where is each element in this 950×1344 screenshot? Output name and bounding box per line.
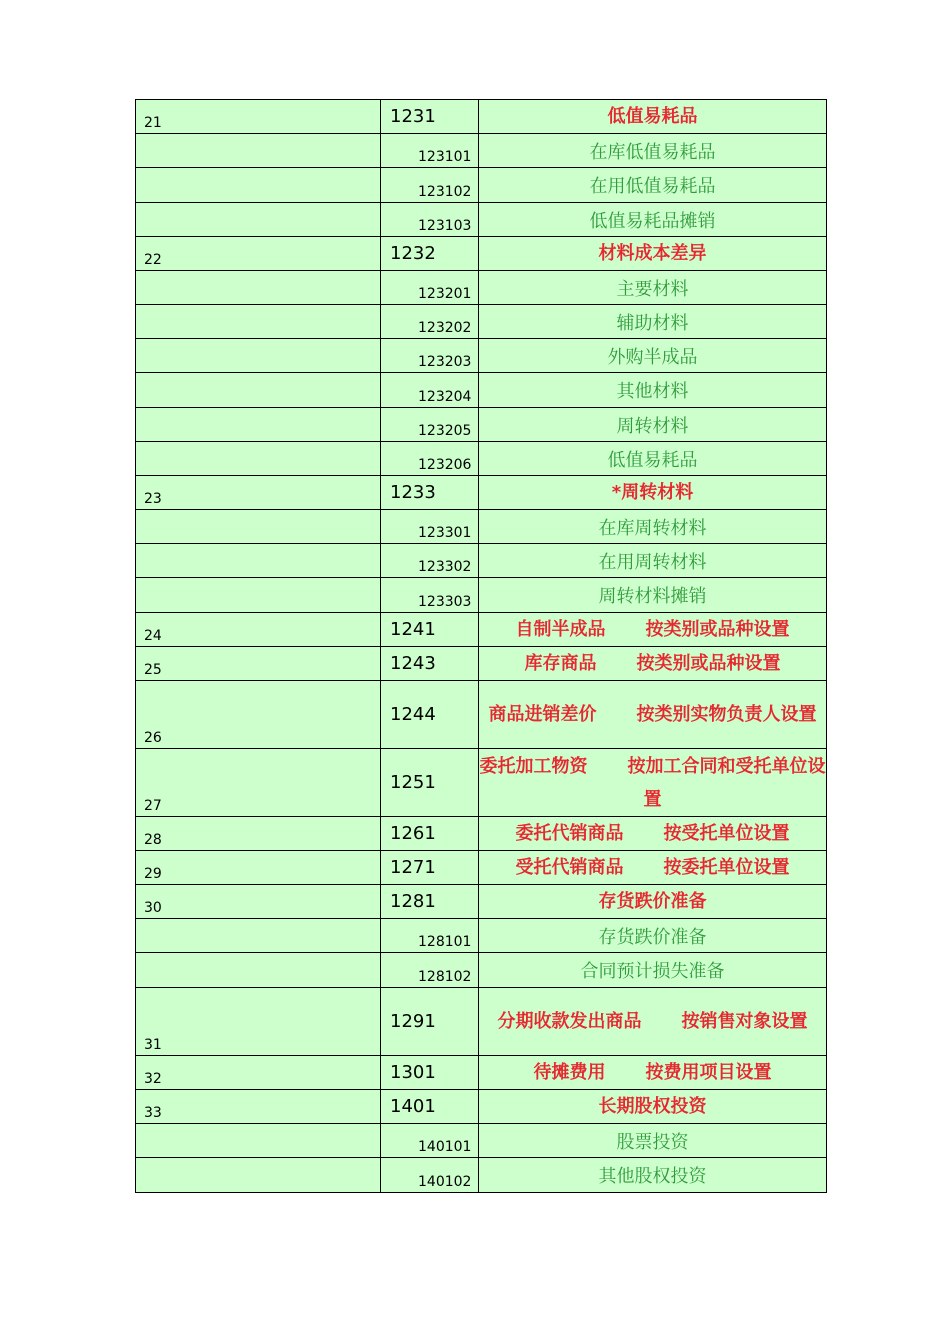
subaccount-code-cell: 123301 bbox=[381, 510, 479, 544]
account-name: 周转材料 bbox=[616, 415, 689, 437]
subaccount-code-cell: 123102 bbox=[381, 168, 479, 203]
subaccount-code-cell: 123302 bbox=[381, 544, 479, 578]
subaccount-code-cell: 123205 bbox=[381, 408, 479, 442]
account-row bbox=[136, 988, 827, 1056]
account-name: 股票投资 bbox=[616, 1131, 689, 1153]
subaccount-row bbox=[136, 373, 827, 408]
account-name-cell bbox=[479, 1124, 827, 1158]
account-name: 低值易耗品 bbox=[607, 449, 698, 471]
account-name-cell bbox=[479, 168, 827, 203]
seq-cell: 33 bbox=[136, 1090, 381, 1124]
subaccount-code-cell: 123204 bbox=[381, 373, 479, 408]
account-name: 材料成本差异 bbox=[598, 243, 707, 264]
account-name: 周转材料摊销 bbox=[598, 586, 707, 607]
seq-cell bbox=[136, 305, 381, 339]
account-row bbox=[136, 1090, 827, 1124]
account-name-cell bbox=[479, 134, 827, 168]
account-name-cell bbox=[479, 681, 827, 749]
account-row bbox=[136, 817, 827, 851]
subaccount-code-cell: 123101 bbox=[381, 134, 479, 168]
account-setting-note: 按销售对象设置 bbox=[681, 1011, 808, 1032]
account-code-cell: 1251 bbox=[381, 749, 479, 817]
account-code-cell: 1243 bbox=[381, 647, 479, 681]
seq-cell bbox=[136, 168, 381, 203]
account-code-cell: 1233 bbox=[381, 476, 479, 510]
account-name-cell bbox=[479, 203, 827, 237]
account-name-cell bbox=[479, 1090, 827, 1124]
seq-cell bbox=[136, 1124, 381, 1158]
account-name-cell bbox=[479, 749, 827, 817]
account-name: 在库低值易耗品 bbox=[589, 141, 716, 163]
subaccount-row bbox=[136, 134, 827, 168]
account-name-cell bbox=[479, 510, 827, 544]
account-code-cell: 1231 bbox=[381, 100, 479, 134]
subaccount-code-cell: 128102 bbox=[381, 953, 479, 988]
account-code-cell: 1241 bbox=[381, 613, 479, 647]
subaccount-code-cell: 123206 bbox=[381, 442, 479, 476]
seq-cell: 28 bbox=[136, 817, 381, 851]
seq-cell: 29 bbox=[136, 851, 381, 885]
account-table-body bbox=[136, 100, 827, 1193]
account-code-cell: 1244 bbox=[381, 681, 479, 749]
account-name-cell bbox=[479, 544, 827, 578]
account-name-cell bbox=[479, 885, 827, 919]
subaccount-row bbox=[136, 203, 827, 237]
seq-cell bbox=[136, 1158, 381, 1193]
account-name: 辅助材料 bbox=[616, 312, 689, 334]
subaccount-code-cell: 123201 bbox=[381, 271, 479, 305]
account-name: 外购半成品 bbox=[607, 346, 698, 368]
account-code-cell: 1261 bbox=[381, 817, 479, 851]
account-name-cell bbox=[479, 237, 827, 271]
account-name: 待摊费用 bbox=[533, 1062, 606, 1083]
subaccount-row bbox=[136, 442, 827, 476]
seq-cell: 31 bbox=[136, 988, 381, 1056]
account-name-cell bbox=[479, 817, 827, 851]
seq-cell: 30 bbox=[136, 885, 381, 919]
subaccount-row bbox=[136, 168, 827, 203]
seq-cell bbox=[136, 919, 381, 953]
account-name-cell bbox=[479, 442, 827, 476]
subaccount-row bbox=[136, 408, 827, 442]
seq-cell bbox=[136, 953, 381, 988]
subaccount-code-cell: 123202 bbox=[381, 305, 479, 339]
account-name-cell bbox=[479, 408, 827, 442]
account-name-cell bbox=[479, 613, 827, 647]
account-name: *周转材料 bbox=[611, 482, 694, 503]
account-setting-note: 按委托单位设置 bbox=[663, 857, 790, 878]
account-name-cell bbox=[479, 100, 827, 134]
account-row bbox=[136, 476, 827, 510]
seq-cell: 21 bbox=[136, 100, 381, 134]
account-row bbox=[136, 851, 827, 885]
account-name: 主要材料 bbox=[616, 278, 689, 300]
account-row bbox=[136, 613, 827, 647]
account-row bbox=[136, 681, 827, 749]
account-name: 分期收款发出商品 bbox=[497, 1011, 642, 1032]
account-row bbox=[136, 749, 827, 817]
subaccount-code-cell: 140101 bbox=[381, 1124, 479, 1158]
subaccount-row bbox=[136, 339, 827, 373]
account-name: 在用低值易耗品 bbox=[589, 176, 716, 197]
account-name-cell bbox=[479, 851, 827, 885]
account-name-cell bbox=[479, 271, 827, 305]
account-name: 库存商品 bbox=[524, 653, 597, 674]
subaccount-row bbox=[136, 271, 827, 305]
seq-cell: 23 bbox=[136, 476, 381, 510]
seq-cell: 26 bbox=[136, 681, 381, 749]
account-setting-note: 按类别或品种设置 bbox=[645, 619, 790, 640]
seq-cell: 25 bbox=[136, 647, 381, 681]
account-code-cell: 1301 bbox=[381, 1056, 479, 1090]
account-name: 委托加工物资 bbox=[479, 755, 588, 777]
account-name-cell bbox=[479, 647, 827, 681]
seq-cell: 27 bbox=[136, 749, 381, 817]
account-name: 商品进销差价 bbox=[488, 704, 597, 725]
account-name-cell bbox=[479, 476, 827, 510]
account-name-cell bbox=[479, 578, 827, 613]
subaccount-row bbox=[136, 1158, 827, 1193]
subaccount-row bbox=[136, 578, 827, 613]
account-setting-note: 按加工合同和受托单位设置 bbox=[627, 755, 826, 810]
seq-cell bbox=[136, 510, 381, 544]
seq-cell bbox=[136, 544, 381, 578]
subaccount-code-cell: 123203 bbox=[381, 339, 479, 373]
account-name: 在库周转材料 bbox=[598, 517, 707, 539]
account-setting-note: 按类别实物负责人设置 bbox=[636, 704, 817, 725]
account-name-cell bbox=[479, 1056, 827, 1090]
subaccount-row bbox=[136, 510, 827, 544]
account-row bbox=[136, 237, 827, 271]
account-row bbox=[136, 885, 827, 919]
account-setting-note: 按类别或品种设置 bbox=[636, 653, 781, 674]
account-name-cell bbox=[479, 373, 827, 408]
subaccount-code-cell: 140102 bbox=[381, 1158, 479, 1193]
seq-cell bbox=[136, 339, 381, 373]
account-code-cell: 1271 bbox=[381, 851, 479, 885]
account-code-cell: 1232 bbox=[381, 237, 479, 271]
account-name: 在用周转材料 bbox=[598, 551, 707, 573]
seq-cell: 22 bbox=[136, 237, 381, 271]
account-table bbox=[135, 99, 827, 1193]
subaccount-code-cell: 123103 bbox=[381, 203, 479, 237]
account-name: 受托代销商品 bbox=[515, 857, 624, 878]
account-code-cell: 1401 bbox=[381, 1090, 479, 1124]
account-code-cell: 1281 bbox=[381, 885, 479, 919]
account-code-cell: 1291 bbox=[381, 988, 479, 1056]
account-setting-note: 按受托单位设置 bbox=[663, 823, 790, 844]
account-name: 委托代销商品 bbox=[515, 823, 624, 844]
subaccount-row bbox=[136, 953, 827, 988]
account-name-cell bbox=[479, 339, 827, 373]
seq-cell bbox=[136, 578, 381, 613]
subaccount-row bbox=[136, 544, 827, 578]
seq-cell: 24 bbox=[136, 613, 381, 647]
account-setting-note: 按费用项目设置 bbox=[645, 1062, 772, 1083]
subaccount-row bbox=[136, 305, 827, 339]
subaccount-code-cell: 128101 bbox=[381, 919, 479, 953]
account-name: 存货跌价准备 bbox=[598, 891, 707, 912]
account-name-cell bbox=[479, 305, 827, 339]
account-name-cell bbox=[479, 988, 827, 1056]
seq-cell bbox=[136, 442, 381, 476]
account-name: 其他股权投资 bbox=[598, 1166, 707, 1187]
account-name: 自制半成品 bbox=[515, 619, 606, 640]
account-name-cell bbox=[479, 1158, 827, 1193]
subaccount-code-cell: 123303 bbox=[381, 578, 479, 613]
account-name-cell bbox=[479, 919, 827, 953]
account-name: 合同预计损失准备 bbox=[580, 961, 725, 982]
seq-cell: 32 bbox=[136, 1056, 381, 1090]
account-name: 存货跌价准备 bbox=[598, 926, 707, 948]
account-name: 低值易耗品 bbox=[607, 106, 698, 127]
account-row bbox=[136, 1056, 827, 1090]
seq-cell bbox=[136, 134, 381, 168]
subaccount-row bbox=[136, 919, 827, 953]
seq-cell bbox=[136, 373, 381, 408]
subaccount-row bbox=[136, 1124, 827, 1158]
account-row bbox=[136, 647, 827, 681]
account-name: 长期股权投资 bbox=[598, 1096, 707, 1117]
seq-cell bbox=[136, 203, 381, 237]
account-row bbox=[136, 100, 827, 134]
account-name: 低值易耗品摊销 bbox=[589, 210, 716, 232]
account-name-cell bbox=[479, 953, 827, 988]
seq-cell bbox=[136, 408, 381, 442]
seq-cell bbox=[136, 271, 381, 305]
account-name: 其他材料 bbox=[616, 381, 689, 402]
